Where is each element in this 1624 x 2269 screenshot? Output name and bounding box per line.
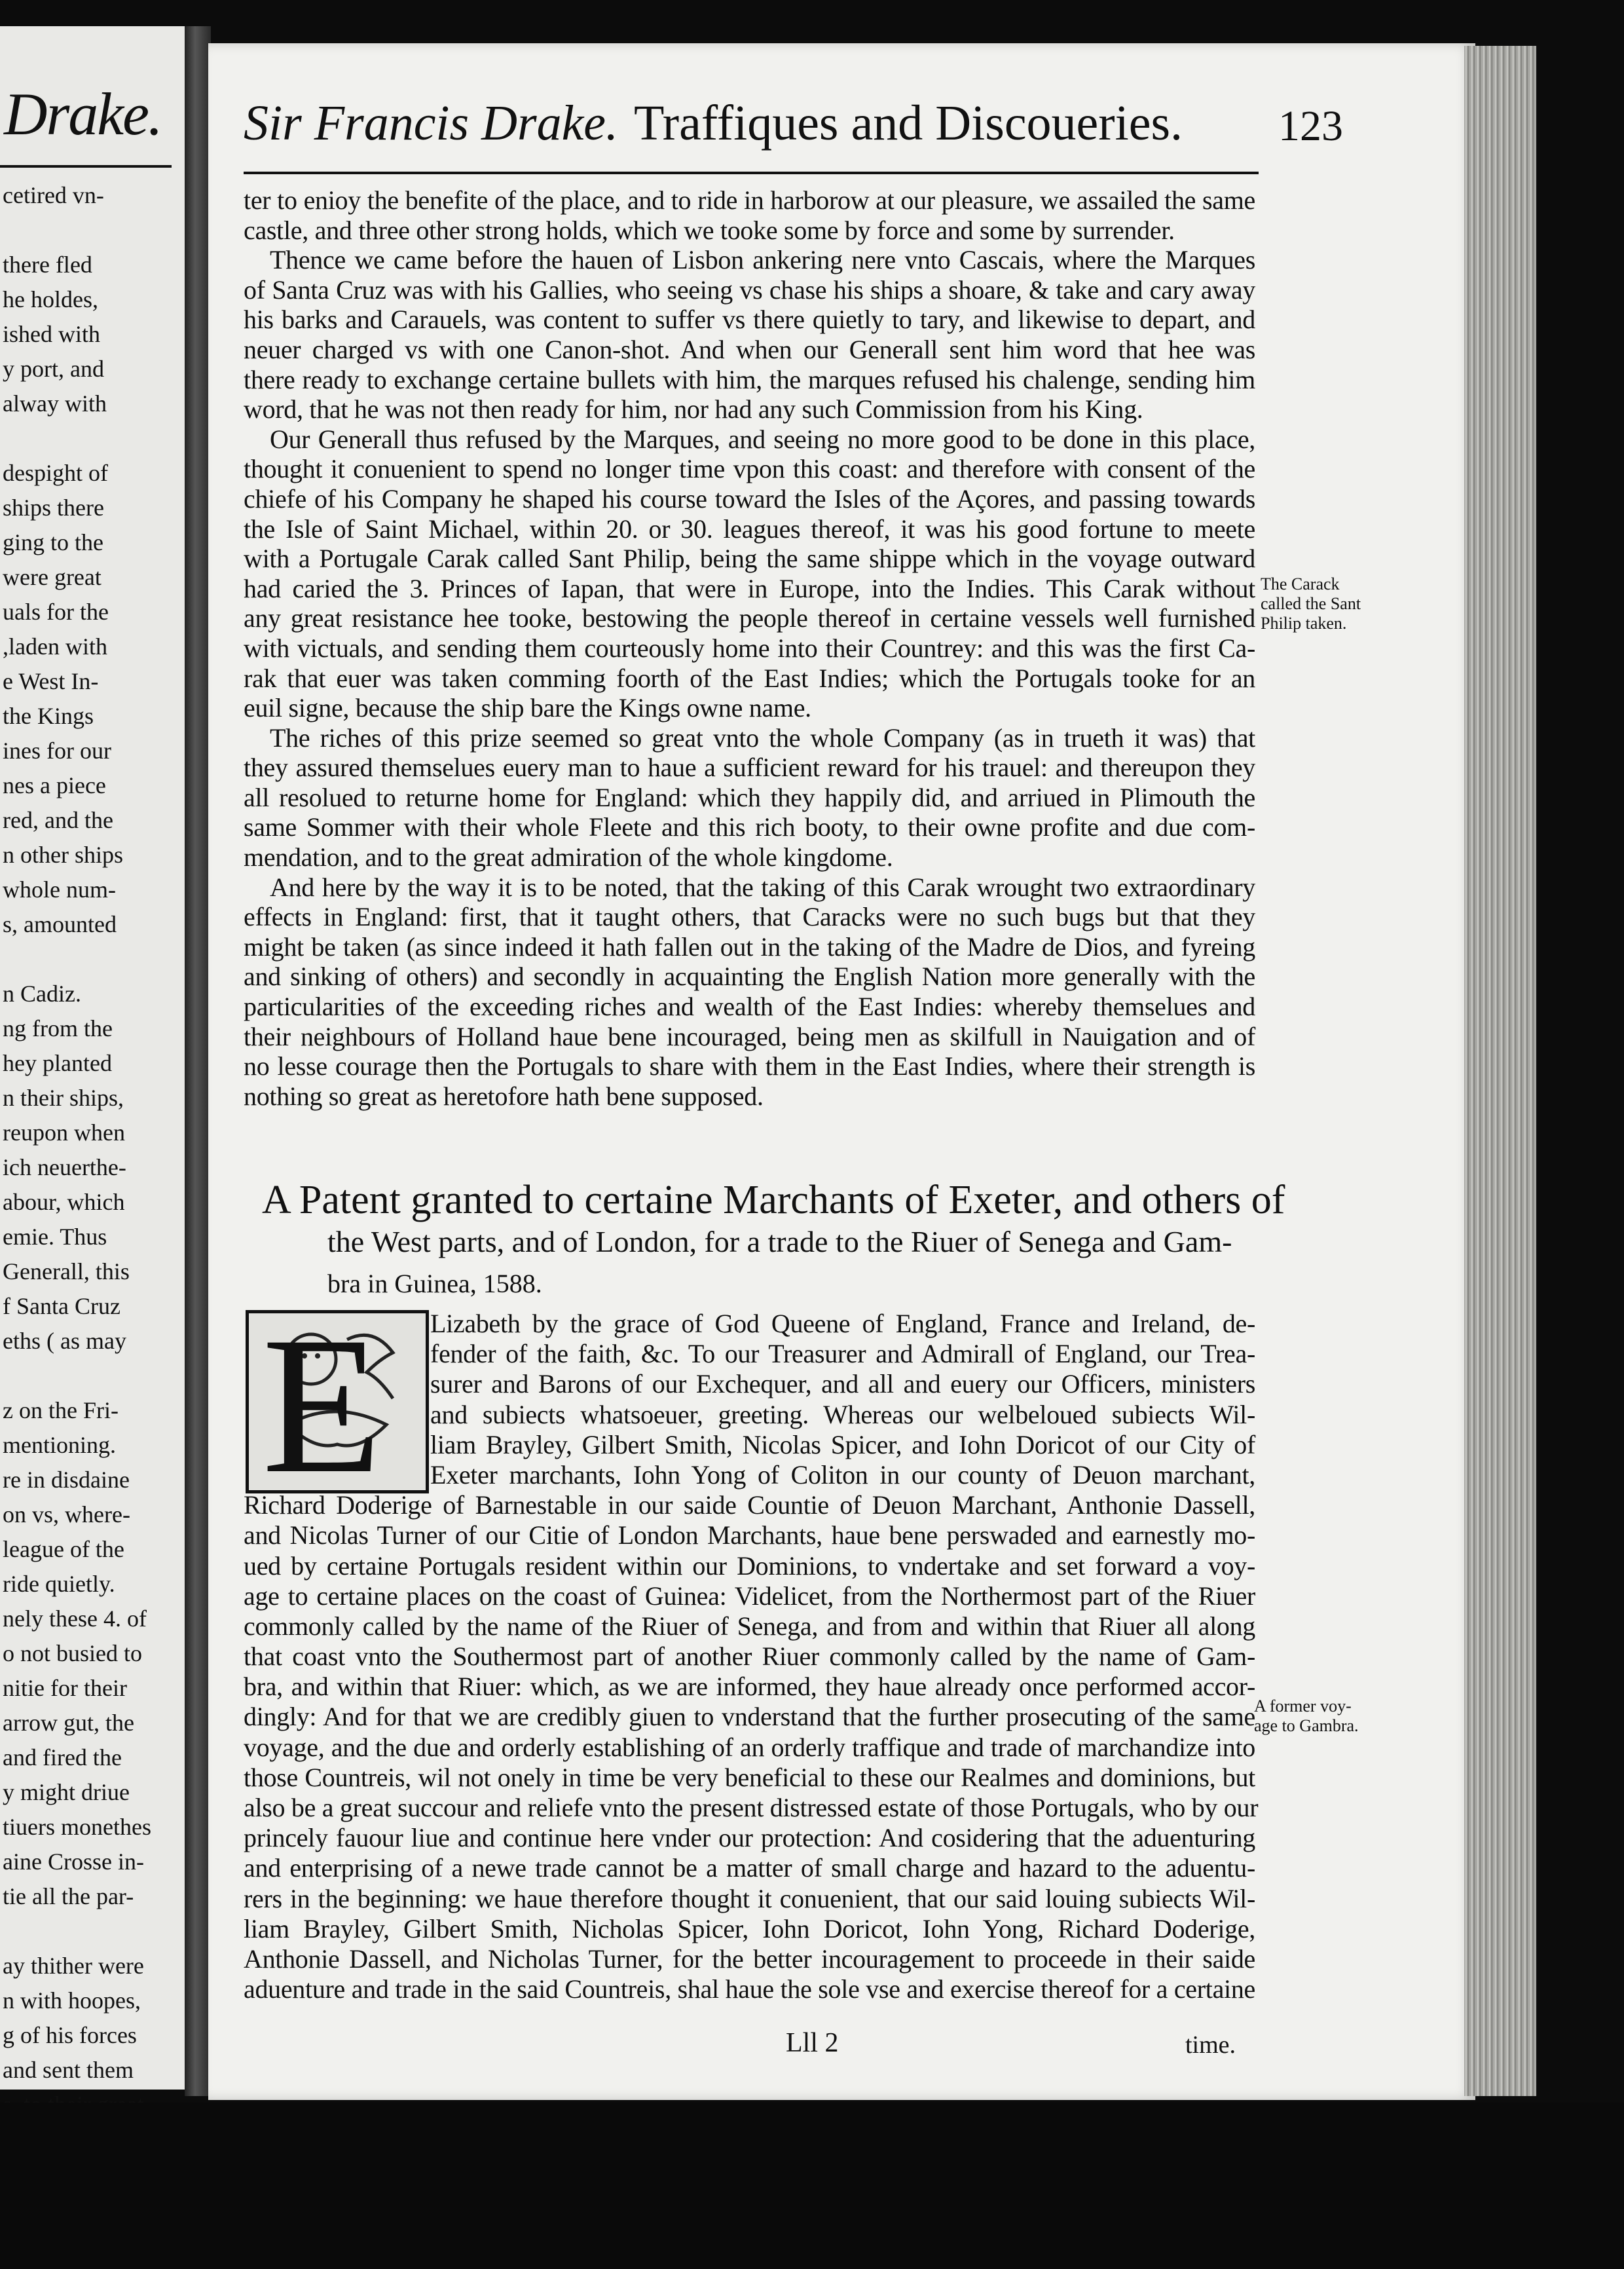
patent-heading — [262, 1178, 1285, 1305]
previous-page-line: y port, and — [3, 356, 104, 382]
patent-line: Anthonie Dassell, and Nicholas Turner, for the better incouragement to proceede in their saide — [244, 1943, 1255, 1974]
body-line: with a Portugale Carak called Sant Philip, being the same shippe which in the voyage outward — [244, 544, 1255, 574]
body-line: had caried the 3. Princes of Iapan, that were in Europe, into the Indies. This Carak without — [244, 573, 1255, 603]
body-line: his barks and Carauels, was content to suffer vs there quietly to tary, and likewise to depart, and — [244, 305, 1255, 335]
body-line: with victuals, and sending them courteously home into their Countrey: and this was the first Ca- — [244, 633, 1255, 663]
body-line: effects in England: first, that it taught others, that Caracks were no such bugs but that they — [244, 902, 1255, 932]
previous-page-line: f Santa Cruz — [3, 1293, 120, 1319]
initial-letter: E — [262, 1296, 382, 1514]
previous-page-line: emie. Thus — [3, 1224, 107, 1250]
previous-page-line: were great — [3, 564, 101, 590]
previous-page-line — [3, 421, 193, 456]
body-line: rak that euer was taken comming foorth of the East Indies; which the Portugals tooke for an — [244, 663, 1255, 693]
previous-page-line: z on the Fri- — [3, 1397, 119, 1423]
patent-line: liam Brayley, Gilbert Smith, Nicolas Spicer, and Iohn Doricot of our City of — [430, 1429, 1255, 1459]
patent-line: also be a great succour and reliefe vnto the present distressed estate of those Portugals, who by our — [244, 1793, 1259, 1822]
previous-page-line: league of the — [3, 1536, 124, 1562]
previous-page-line: cetired vn- — [3, 182, 104, 208]
body-line: and sinking of others) and secondly in acquainting the English Nation more generally with the — [244, 962, 1255, 992]
patent-line: Richard Doderige of Barnestable in our saide Countie of Deuon Marchant, Anthonie Dassell, — [244, 1490, 1255, 1520]
body-line: And here by the way it is to be noted, that the taking of this Carak wrought two extraordinary — [270, 872, 1255, 902]
margin-note-line: called the Sant — [1261, 594, 1361, 613]
previous-page-line: arrow gut, the — [3, 1710, 134, 1736]
body-line: the Isle of Saint Michael, within 20. or 30. leagues thereof, it was his good fortune to meete — [244, 514, 1255, 544]
body-line: thought it conuenient to spend no longer time vpon this coast: and therefore with consent of the — [244, 454, 1255, 484]
patent-line: voyage, and the due and orderly establishing of an orderly traffique and trade of marchandize into — [244, 1732, 1255, 1762]
patent-text — [244, 1296, 1259, 2004]
patent-heading-line-1: A Patent granted to certaine Marchants of Exeter, and others of — [262, 1178, 1285, 1222]
margin-note-line: age to Gambra. — [1254, 1716, 1359, 1735]
patent-line: Exeter marchants, Iohn Yong of Coliton in our county of Deuon marchant, — [430, 1459, 1255, 1490]
previous-page-line: Generall, this — [3, 1258, 130, 1285]
body-line: their neighbours of Holland haue bene incouraged, being men as skilfull in Nauigation and of — [244, 1021, 1255, 1051]
previous-page-line — [3, 942, 193, 977]
body-text — [244, 185, 1255, 1111]
previous-page-line — [3, 1914, 193, 1949]
body-line: of Santa Cruz was with his Gallies, who seeing vs chase his ships a shoare, & take and cary away — [244, 274, 1255, 305]
previous-page-line: mentioning. — [3, 1432, 116, 1458]
previous-page-line: there fled — [3, 252, 92, 278]
previous-page-line: n with hoopes, — [3, 1987, 141, 2014]
previous-page-text — [3, 178, 193, 2226]
patent-line: ued by certaine Portugals resident within our Dominions, to vndertake and set forward a voy- — [244, 1550, 1255, 1581]
body-line: any great resistance hee tooke, bestowing the people thereof in certaine vessels well furnished — [244, 603, 1255, 633]
patent-line: and subiects whatsoeuer, greeting. Whereas our welbeloued subiects Wil- — [430, 1399, 1255, 1429]
margin-note-line: The Carack — [1261, 574, 1340, 593]
previous-page-line: ich neuerthe- — [3, 1154, 126, 1180]
margin-note-line: Philip taken. — [1261, 614, 1347, 633]
previous-page-line: whole num- — [3, 876, 116, 903]
scanner-background — [0, 2103, 1624, 2269]
patent-line: that coast vnto the Southermost part of another Riuer commonly called by the name of Gam- — [244, 1641, 1255, 1672]
previous-page-head-rule — [0, 165, 172, 168]
previous-page-line: ng from the — [3, 1015, 113, 1041]
previous-page-line: g of his forces — [3, 2022, 137, 2048]
previous-page-line: and sent them — [3, 2057, 134, 2083]
patent-line: rers in the beginning: we haue therefore thought it conuenient, that our said louing subiects Wil- — [244, 1883, 1255, 1913]
previous-page-line: reupon when — [3, 1119, 125, 1146]
patent-line: dingly: And for that we are credibly giuen to vnderstand that the further prosecuting of the same — [244, 1702, 1255, 1732]
previous-page-line: red, and the — [3, 807, 113, 833]
book-gutter — [185, 26, 211, 2096]
body-line: same Sommer with their whole Fleete and this rich booty, to their owne profite and due com- — [244, 812, 1255, 842]
body-line: neuer charged vs with one Canon-shot. And when our Generall sent him word that hee was — [244, 334, 1255, 364]
patent-heading-line-2: the West parts, and of London, for a trade to the Riuer of Senega and Gam- — [327, 1225, 1232, 1258]
running-head-rule — [244, 172, 1259, 174]
patent-line: commonly called by the name of the Riuer of Senega, and from and within that Riuer all along — [244, 1611, 1255, 1641]
running-head — [244, 96, 1343, 177]
previous-page-line: nes a piece — [3, 772, 106, 798]
running-head-name: Sir Francis Drake. — [244, 96, 619, 151]
patent-line: princely fauour liue and continue here vnder our protection: And cosidering that the aduenturing — [244, 1823, 1255, 1853]
page-edges — [1464, 46, 1536, 2096]
margin-note-line: A former voy- — [1254, 1697, 1352, 1716]
patent-line: age to certaine places on the coast of Guinea: Videlicet, from the Northermost part of the Riuer — [244, 1581, 1255, 1611]
signature-mark: Lll 2 — [786, 2028, 839, 2058]
previous-page-line: tiuers monethes — [3, 1814, 151, 1840]
previous-page-line: and fired the — [3, 1744, 122, 1771]
previous-page-line: re in disdaine — [3, 1467, 130, 1493]
previous-page-line: despight of — [3, 460, 108, 486]
previous-page-line: n other ships — [3, 842, 123, 868]
previous-page-fragment — [0, 26, 189, 2090]
patent-line: bra, and within that Riuer: which, as we are informed, they haue already once performed accor- — [244, 1672, 1255, 1702]
running-head-title: Traffiques and Discoueries. — [634, 96, 1183, 151]
previous-page-line: nely these 4. of — [3, 1605, 147, 1632]
previous-page-line: y might driue — [3, 1779, 130, 1805]
previous-page-line: eths ( as may — [3, 1328, 126, 1354]
body-line: ter to enioy the benefite of the place, and to ride in harborow at our pleasure, we assailed the same — [244, 185, 1255, 215]
body-line: particularities of the exceeding riches and wealth of the East Indies: whereby themselues and — [244, 992, 1255, 1022]
body-line: Our Generall thus refused by the Marques, and seeing no more good to be done in this place, — [270, 424, 1255, 454]
body-line: word, that he was not then ready for him, nor had any such Commission from his King. — [244, 394, 1143, 424]
previous-page-line — [3, 213, 193, 248]
previous-page-line: tie all the par- — [3, 1883, 134, 1909]
body-line: nothing so great as heretofore hath bene supposed. — [244, 1081, 764, 1111]
previous-page-line: s, amounted — [3, 911, 117, 937]
previous-page-running-head: Drake. — [4, 81, 162, 147]
page-number: 123 — [1278, 102, 1343, 150]
patent-line: Lizabeth by the grace of God Queene of England, France and Ireland, de- — [430, 1309, 1255, 1338]
body-line: they assured themselues euery man to haue a sufficient reward for his trauel: and thereupon they — [244, 753, 1255, 783]
previous-page-line: ging to the — [3, 529, 103, 555]
patent-line: aduenture and trade in the said Countreis, shal haue the sole vse and exercise thereof for a certaine — [244, 1974, 1255, 2004]
patent-line: surer and Barons of our Exchequer, and all and euery our Officers, ministers — [430, 1369, 1255, 1399]
body-line: chiefe of his Company he shaped his course toward the Isles of the Açores, and passing towards — [244, 483, 1255, 514]
previous-page-line: alway with — [3, 390, 107, 417]
previous-page-line: o not busied to — [3, 1640, 142, 1666]
body-line: euil signe, because the ship bare the Kings owne name. — [244, 693, 811, 723]
previous-page-line — [3, 1359, 193, 1393]
body-line: castle, and three other strong holds, which we tooke some by force and some by surrender. — [244, 215, 1175, 245]
catchword: time. — [1185, 2031, 1236, 2059]
body-line: no lesse courage then the Portugals to share with them in the East Indies, where their strength is — [244, 1051, 1255, 1081]
patent-line: and enterprising of a newe trade cannot be a matter of small charge and hazard to the aduentu- — [244, 1853, 1255, 1883]
previous-page-line: uals for the — [3, 599, 109, 625]
patent-line: those Countreis, wil not onely in time be very beneficial to these our Realmes and dominions, but — [244, 1762, 1255, 1792]
previous-page-line: abour, which — [3, 1189, 125, 1215]
body-line: mendation, and to the great admiration of the whole kingdome. — [244, 842, 893, 872]
previous-page-line: on vs, where- — [3, 1501, 130, 1528]
previous-page-line: ished with — [3, 321, 100, 347]
body-line: The riches of this prize seemed so great vnto the whole Company (as in trueth it was) that — [270, 722, 1255, 753]
previous-page-line: e West In- — [3, 668, 99, 694]
previous-page-line: ay thither were — [3, 1953, 144, 1979]
body-line: Thence we came before the hauen of Lisbon ankering nere vnto Cascais, where the Marques — [270, 245, 1255, 275]
previous-page-line: ,laden with — [3, 633, 107, 660]
previous-page-line: ines for our — [3, 738, 111, 764]
previous-page-line: aine Crosse in- — [3, 1848, 144, 1875]
body-line: might be taken (as since indeed it hath fallen out in the taking of the Madre de Dios, and fyreing — [244, 931, 1255, 962]
previous-page-line: n Cadiz. — [3, 981, 81, 1007]
previous-page-line: ride quietly. — [3, 1571, 115, 1597]
patent-line: fender of the faith, &c. To our Treasurer and Admirall of England, our Trea- — [430, 1339, 1255, 1369]
previous-page-line: nitie for their — [3, 1675, 127, 1701]
previous-page-line: hey planted — [3, 1050, 112, 1076]
margin-note-gambra — [1254, 1697, 1392, 1736]
patent-heading-line-3: bra in Guinea, 1588. — [327, 1269, 542, 1298]
previous-page-line: n their ships, — [3, 1085, 124, 1111]
body-line: there ready to exchange certaine bullets with him, the marques refused his chalenge, sending him — [244, 364, 1255, 394]
previous-page-line: the Kings — [3, 703, 94, 729]
patent-line: liam Brayley, Gilbert Smith, Nicholas Spicer, Iohn Doricot, Iohn Yong, Richard Doderige, — [244, 1913, 1255, 1943]
margin-note-carack — [1261, 574, 1398, 633]
previous-page-line: ships there — [3, 495, 104, 521]
patent-line: and Nicolas Turner of our Citie of London Marchants, haue bene perswaded and earnestly mo- — [244, 1520, 1255, 1550]
body-line: all resolued to returne home for England: which they happily did, and arriued in Plimouth the — [244, 782, 1255, 812]
previous-page-line: he holdes, — [3, 286, 98, 312]
